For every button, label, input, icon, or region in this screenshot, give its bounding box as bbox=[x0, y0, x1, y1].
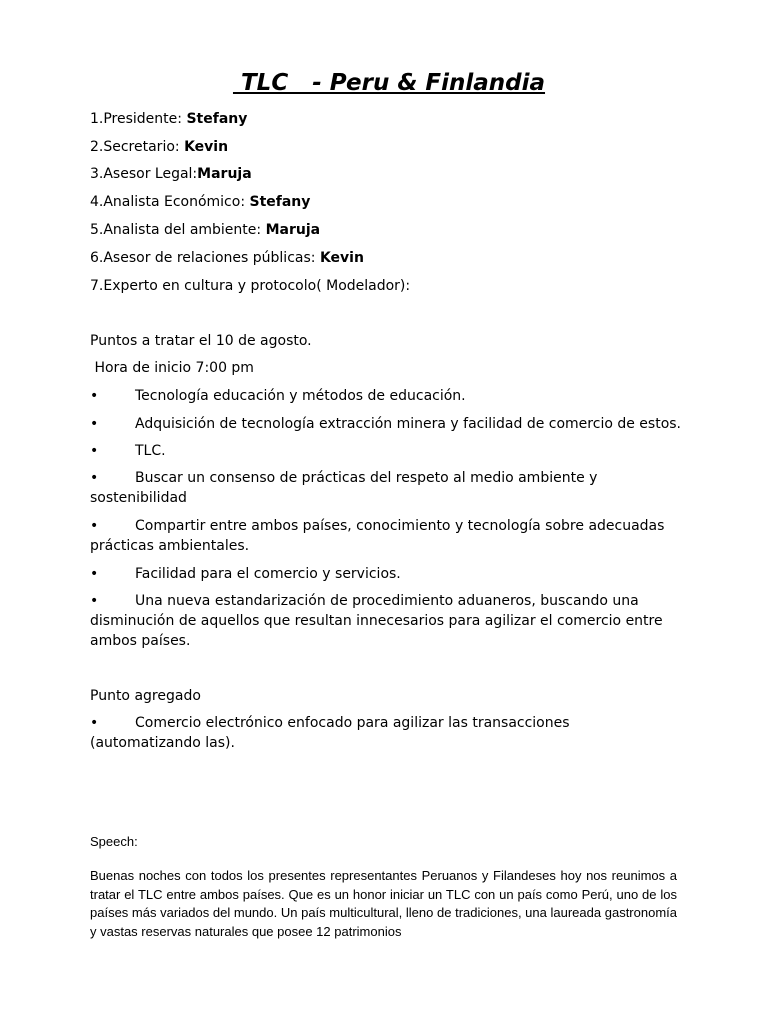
agenda-item-text: Tecnología educación y métodos de educación. bbox=[135, 388, 466, 404]
speech-paragraph: Buenas noches con todos los presentes representantes Peruanos y Filandeses hoy nos reunimos a tratar el TLC entre ambos países. Que es un honor iniciar un TLC con un país como Perú, uno de los países más variados del mundo. Un país multicultural, lleno de tradiciones, una laureada gastronomía y vastas reservas naturales que posee 12 patrimonios bbox=[90, 868, 677, 939]
role-label: 6.Asesor de relaciones públicas: bbox=[90, 250, 320, 266]
role-name: Stefany bbox=[186, 111, 248, 127]
bullet-icon: • bbox=[90, 593, 99, 609]
role-name: Maruja bbox=[197, 166, 252, 182]
agenda-item-text: TLC. bbox=[135, 443, 166, 459]
role-label: 4.Analista Económico: bbox=[90, 194, 250, 210]
role-label: 1.Presidente: bbox=[90, 111, 187, 127]
added-heading: Punto agregado bbox=[90, 688, 201, 704]
bullet-icon: • bbox=[90, 416, 99, 432]
agenda-item bbox=[90, 591, 680, 651]
bullet-icon: • bbox=[90, 388, 99, 404]
role-name: Stefany bbox=[249, 194, 311, 210]
role-line-analista-ambiente bbox=[90, 220, 320, 240]
role-name: Kevin bbox=[184, 139, 229, 155]
agenda-item-text: Compartir entre ambos países, conocimiento y tecnología sobre adecuadas prácticas ambientales. bbox=[90, 518, 665, 554]
role-label: 5.Analista del ambiente: bbox=[90, 222, 266, 238]
bullet-icon: • bbox=[90, 566, 99, 582]
agenda-item bbox=[90, 441, 690, 461]
agenda-item bbox=[90, 386, 690, 406]
agenda-item-text: Buscar un consenso de prácticas del respeto al medio ambiente y sostenibilidad bbox=[90, 470, 598, 506]
role-line-experto-cultura bbox=[90, 276, 410, 296]
role-line-presidente bbox=[90, 109, 247, 129]
agenda-item bbox=[90, 468, 630, 508]
role-line-asesor-legal bbox=[90, 164, 252, 184]
speech-label: Speech: bbox=[90, 834, 138, 849]
bullet-icon: • bbox=[90, 518, 99, 534]
role-line-analista-economico bbox=[90, 192, 310, 212]
role-name: Kevin bbox=[319, 250, 364, 266]
agenda-item-text: Adquisición de tecnología extracción minera y facilidad de comercio de estos. bbox=[135, 416, 682, 432]
agenda-item bbox=[90, 564, 690, 584]
role-label: 3.Asesor Legal: bbox=[90, 166, 198, 182]
start-time: Hora de inicio 7:00 pm bbox=[90, 360, 254, 376]
agenda-item-text: Facilidad para el comercio y servicios. bbox=[135, 566, 401, 582]
agenda-heading: Puntos a tratar el 10 de agosto. bbox=[90, 333, 312, 349]
role-label: 7.Experto en cultura y protocolo( Modelador): bbox=[90, 278, 411, 294]
agenda-item bbox=[90, 516, 680, 556]
document-title: TLC - Peru & Finlandia bbox=[232, 70, 546, 96]
role-name: Maruja bbox=[265, 222, 321, 238]
bullet-icon: • bbox=[90, 443, 99, 459]
role-line-secretario bbox=[90, 137, 228, 157]
bullet-icon: • bbox=[90, 715, 99, 731]
agenda-item-text: Una nueva estandarización de procedimiento aduaneros, buscando una disminución de aquellos que resultan innecesarios para agilizar el comercio entre ambos países. bbox=[90, 593, 663, 649]
role-line-asesor-relaciones bbox=[90, 248, 364, 268]
role-label: 2.Secretario: bbox=[90, 139, 185, 155]
added-item bbox=[90, 713, 610, 753]
added-item-text: Comercio electrónico enfocado para agilizar las transacciones (automatizando las). bbox=[90, 715, 570, 751]
bullet-icon: • bbox=[90, 470, 99, 486]
agenda-item bbox=[90, 414, 690, 434]
